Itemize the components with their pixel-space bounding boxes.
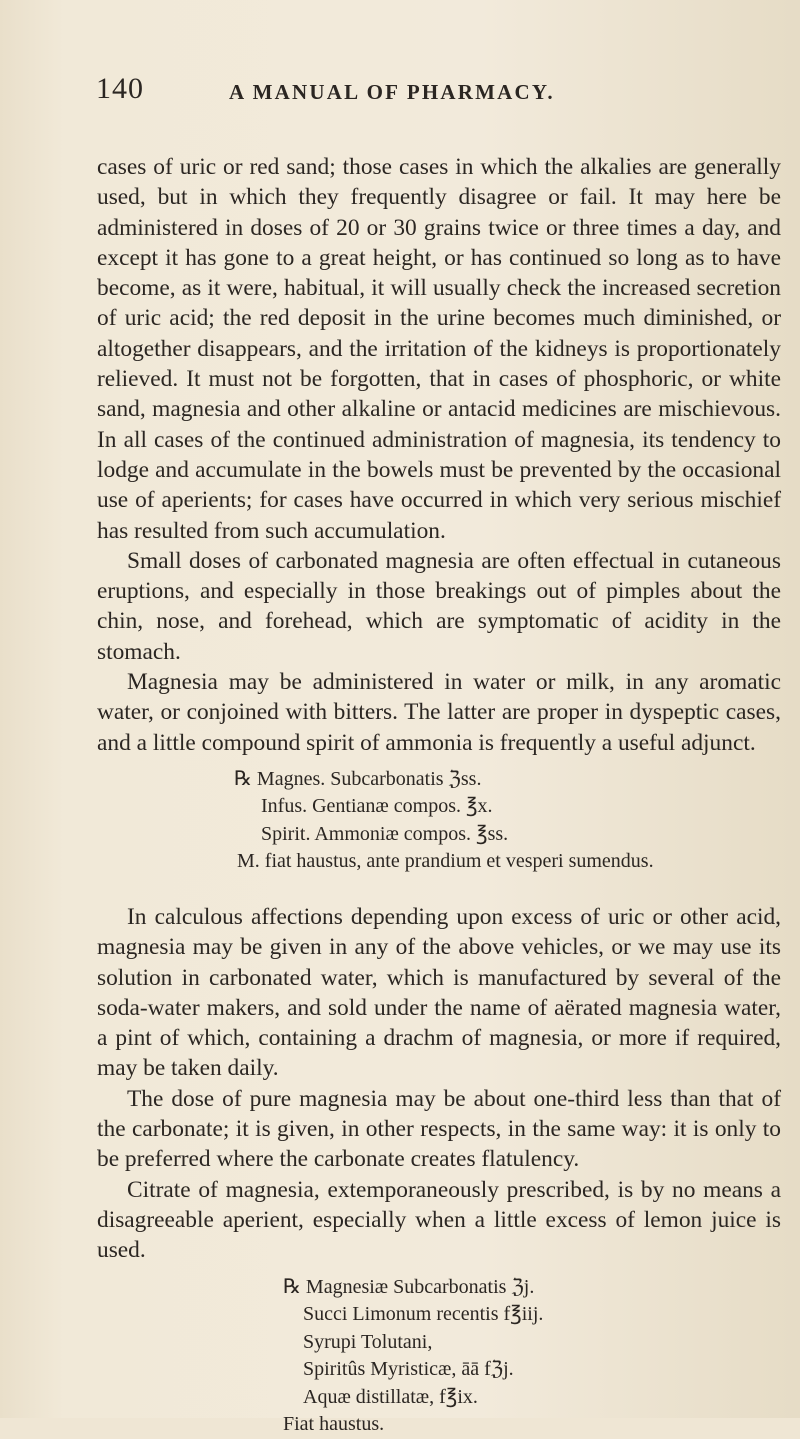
prescription-line: M. fiat haustus, ante prandium et vesperi sumendus. xyxy=(237,850,654,873)
prescription-magnesia-gentian xyxy=(97,766,781,876)
prescription-line: Syrupi Tolutani, xyxy=(303,1330,433,1353)
prescription-line: Succi Limonum recentis f℥iij. xyxy=(303,1303,544,1325)
paragraph-administration: Magnesia may be administered in water or milk, in any aromatic water, or conjoined with bitters. The latter are proper in dyspeptic cases, and a little compound spirit of ammonia is frequently a useful adjunct. xyxy=(97,669,781,756)
prescription-line: Spirit. Ammoniæ compos. ℥ss. xyxy=(261,822,509,845)
prescription-line: Spiritûs Myristicæ, āā fℨj. xyxy=(303,1358,514,1380)
paragraph-citrate: Citrate of magnesia, extemporaneously prescribed, is by no means a disagreeable aperient, especially when a little excess of lemon juice is used. xyxy=(97,1176,781,1264)
prescription-line: Aquæ distillatæ, f℥ix. xyxy=(303,1385,478,1408)
running-head: A MANUAL OF PHARMACY. xyxy=(229,80,555,104)
page-body xyxy=(97,152,781,1439)
page-number: 140 xyxy=(96,72,144,105)
paragraph-calculous: In calculous affections depending upon excess of uric or other acid, magnesia may be given in any of the above vehicles, or we may use its solution in carbonated water, which is manufactured by several of the soda-water makers, and sold under the name of aërated magnesia water, a pint of which, containing a drachm of magnesia, or more if required, may be taken daily. xyxy=(97,903,781,1082)
prescription-line: ℞ Magnesiæ Subcarbonatis ℨj. xyxy=(283,1275,535,1298)
prescription-magnesia-lemon xyxy=(0,1274,781,1439)
spacer xyxy=(97,876,781,902)
paragraph-cutaneous: Small doses of carbonated magnesia are often effectual in cutaneous eruptions, and especially in those breakings out of pimples about the chin, nose, and forehead, which are symptomatic of acidity in the stomach. xyxy=(97,547,781,665)
prescription-line: Infus. Gentianæ compos. ℥x. xyxy=(261,795,493,818)
prescription-line: ℞ Magnes. Subcarbonatis ℨss. xyxy=(234,767,482,790)
paragraph-dose: The dose of pure magnesia may be about one-third less than that of the carbonate; it is given, in other respects, in the same way: it is only to be preferred where the carbonate creates flatulency. xyxy=(97,1085,781,1173)
paragraph-uric-sand: cases of uric or red sand; those cases in which the alkalies are generally used, but in which they frequently disagree or fail. It may here be administered in doses of 20 or 30 grains twice or three times a day, and except it has gone to a great height, or has continued so long as to have become, as it were, habitual, it will usually check the increased secretion of uric acid; the red deposit in the urine becomes much diminished, or altogether disappears, and the irritation of the kidneys is proportionately relieved. It must not be forgotten, that in cases of phosphoric, or white sand, magnesia and other alkaline or antacid medicines are mischievous. In all cases of the continued administration of magnesia, its tendency to lodge and accumulate in the bowels must be prevented by the occasional use of aperients; for cases have occurred in which very serious mischief has resulted from such accumulation. xyxy=(97,154,781,544)
prescription-line: Fiat haustus. xyxy=(283,1413,385,1435)
page-header xyxy=(96,72,760,112)
